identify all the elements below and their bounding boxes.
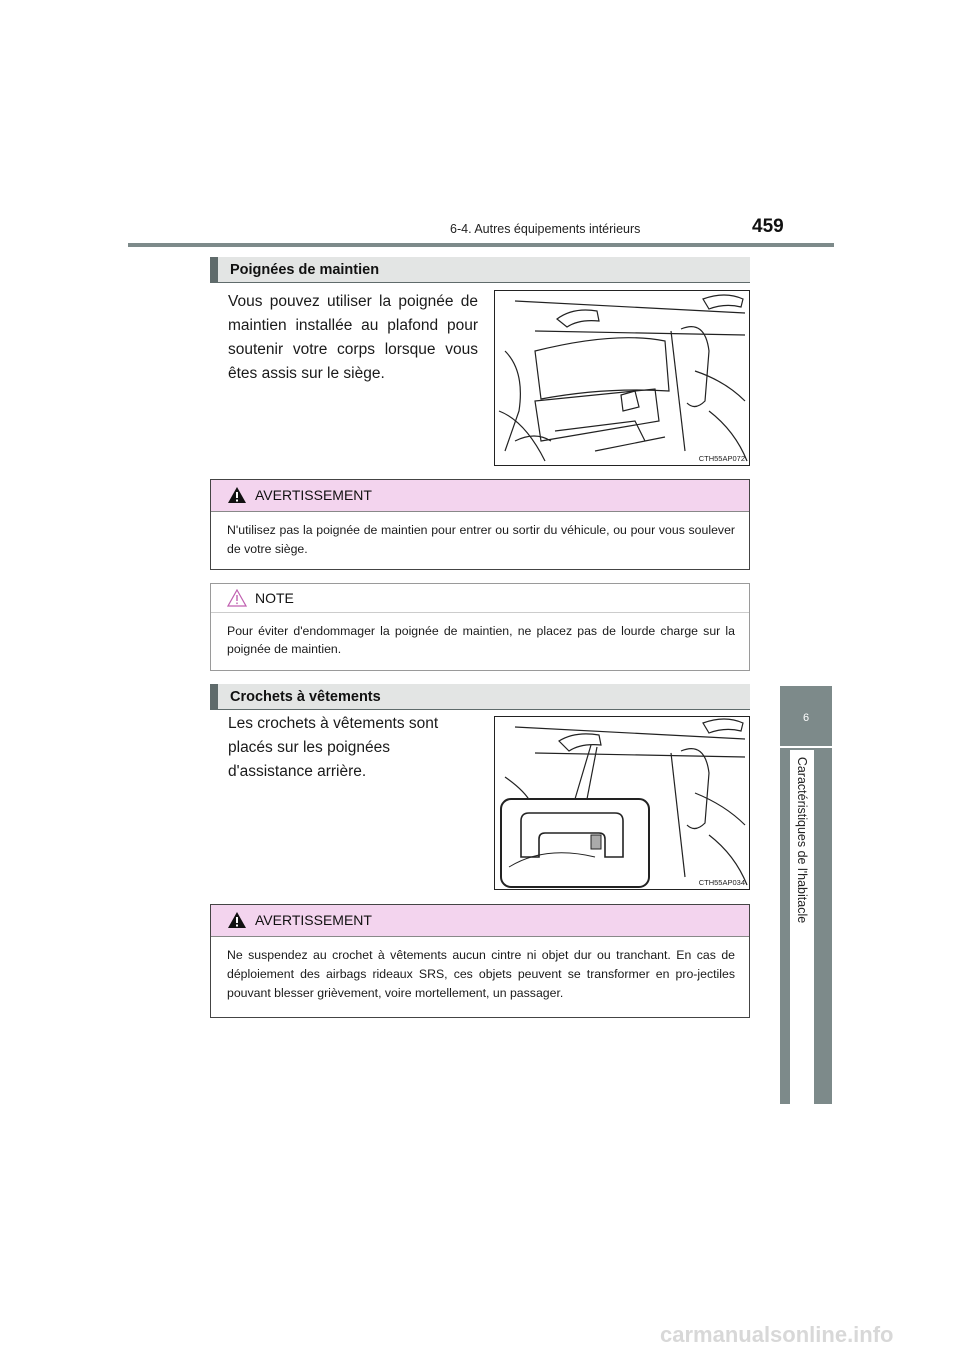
watermark: carmanualsonline.info xyxy=(660,1322,894,1347)
section-heading-grab-handles xyxy=(210,257,750,283)
section-body-text: Vous pouvez utiliser la poignée de maintien installée au plafond pour soutenir votre corps lorsque vous êtes assis sur le siège. xyxy=(228,293,478,382)
grab-handle-illustration xyxy=(494,290,750,466)
chapter-label-area xyxy=(790,750,814,1110)
note-box xyxy=(210,583,750,671)
chapter-number: 6 xyxy=(802,712,810,724)
warning-box xyxy=(210,904,750,1018)
warning-triangle-icon xyxy=(227,486,247,504)
warning-text: N'utilisez pas la poignée de maintien pour entrer ou sortir du véhicule, ou pour vous soulever de votre siège. xyxy=(227,523,735,556)
section-body-text: Les crochets à vêtements sont placés sur les poignées d'assistance arrière. xyxy=(228,715,439,780)
chapter-title: Caractéristiques de l'habitacle xyxy=(795,756,809,924)
note-label: NOTE xyxy=(255,590,294,606)
figure-code: CTH55AP072 xyxy=(698,454,745,463)
page-number: 459 xyxy=(752,216,784,237)
warning-header xyxy=(211,905,749,937)
section-title: Poignées de maintien xyxy=(230,262,380,278)
coat-hook-illustration xyxy=(494,716,750,890)
warning-triangle-icon xyxy=(227,911,247,929)
note-header xyxy=(211,584,749,613)
header-rule xyxy=(128,243,834,247)
warning-box xyxy=(210,479,750,570)
warning-label: AVERTISSEMENT xyxy=(255,487,372,503)
section-heading-coat-hooks xyxy=(210,684,750,710)
figure-code: CTH55AP034 xyxy=(698,878,745,887)
warning-header xyxy=(211,480,749,512)
note-text: Pour éviter d'endommager la poignée de maintien, ne placez pas de lourde charge sur la poignée de maintien. xyxy=(227,624,735,656)
header-section-title: 6-4. Autres équipements intérieurs xyxy=(450,222,641,236)
warning-text: Ne suspendez au crochet à vêtements aucun cintre ni objet dur ou tranchant. En cas de déploiement des airbags rideaux SRS, ces objets peuvent se transformer en pro-jectiles pouvant blesser grièvement, voire mortellement, un passager. xyxy=(227,948,735,1000)
grab-handle-drawing xyxy=(495,291,749,465)
section-title: Crochets à vêtements xyxy=(230,689,381,705)
coat-hook-drawing xyxy=(495,717,749,889)
caution-triangle-icon xyxy=(227,589,247,607)
chapter-tab xyxy=(780,686,832,746)
warning-label: AVERTISSEMENT xyxy=(255,912,372,928)
